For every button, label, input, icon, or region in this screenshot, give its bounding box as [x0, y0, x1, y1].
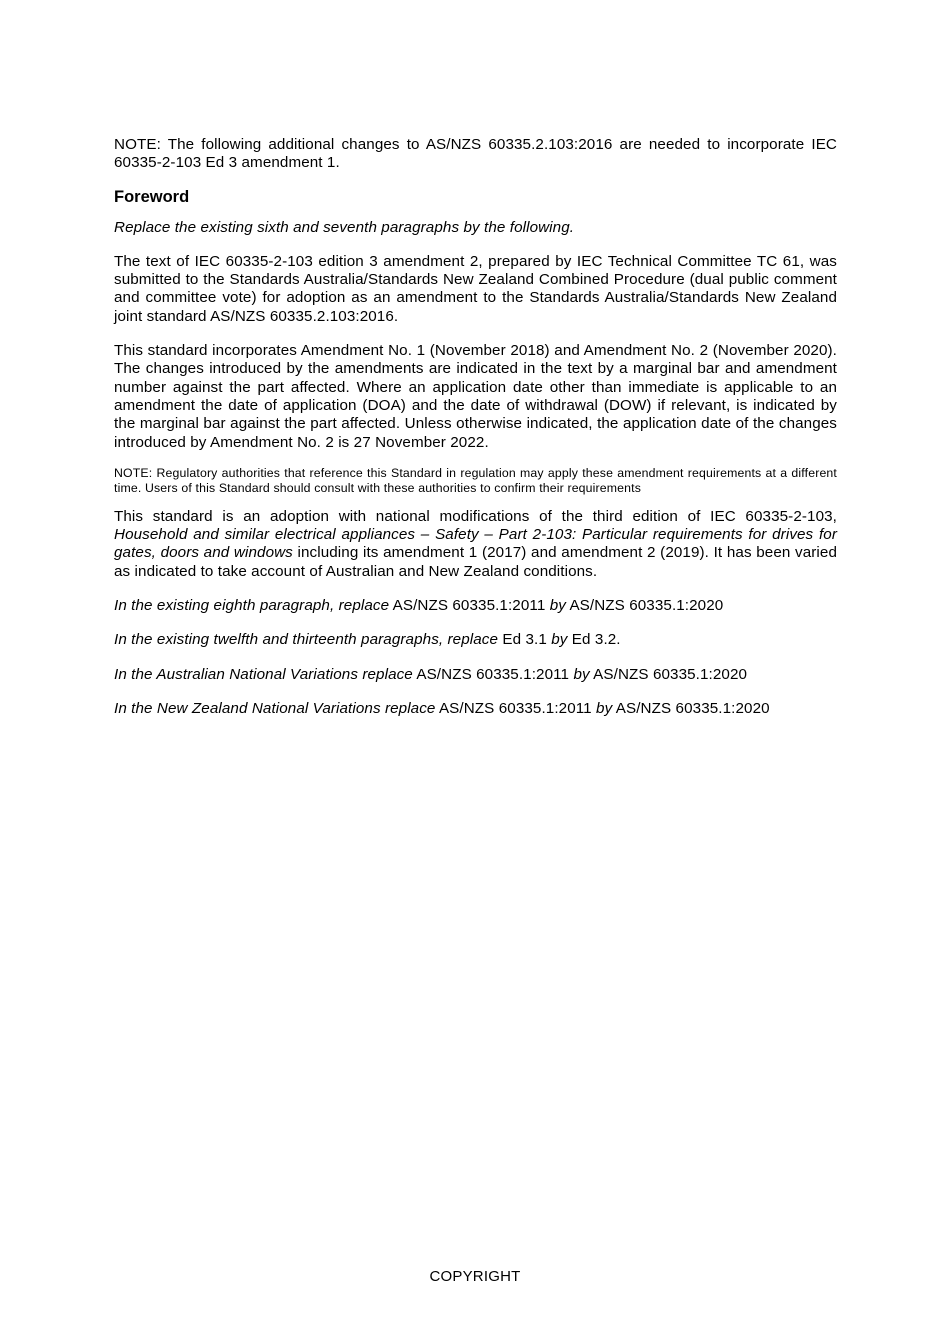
note-regulatory: NOTE: Regulatory authorities that reference this Standard in regulation may apply these amendment requirements at a different time. Users of this Standard should consult with these authorities to confirm their requirements [114, 465, 837, 496]
replace-australian-variations: In the Australian National Variations replace AS/NZS 60335.1:2011 by AS/NZS 60335.1:2020 [114, 665, 748, 683]
para3-text-1: This standard is an adoption with national modifications of the third edition of IEC 60335-2-103, [114, 507, 837, 525]
replace-eighth-paragraph: In the existing eighth paragraph, replace AS/NZS 60335.1:2011 by AS/NZS 60335.1:2020 [114, 597, 724, 615]
note-additional-changes: NOTE: The following additional changes to AS/NZS 60335.2.103:2016 are needed to incorporate IEC 60335-2-103 Ed 3 amendment 1. [114, 136, 837, 172]
foreword-heading: Foreword [114, 187, 190, 206]
copyright-footer: COPYRIGHT [429, 1268, 521, 1285]
foreword-paragraph-2: This standard incorporates Amendment No. 1 (November 2018) and Amendment No. 2 (November 2020). The changes introduced by the amendments are indicated in the text by a marginal bar and amendment number against the part affected. Where an application date other than immediate is applicable to an amendment the date of application (DOA) and the date of withdrawal (DOW) if relevant, is indicated by the marginal bar against the part affected. Unless otherwise indicated, the application date of the changes introduced by Amendment No. 2 is 27 November 2022. [114, 342, 837, 451]
foreword-instruction: Replace the existing sixth and seventh paragraphs by the following. [114, 218, 575, 236]
replace-twelfth-thirteenth-paragraphs: In the existing twelfth and thirteenth paragraphs, replace Ed 3.1 by Ed 3.2. [114, 631, 621, 649]
standard-title: Household and similar electrical appliances – Safety – Part 2-103: Particular requirements for drives for gates, doors and windows [114, 526, 837, 562]
para3-text-2: including its amendment 1 (2017) and amendment 2 (2019). It has been varied as indicated to take account of Australian and New Zealand conditions. [114, 544, 838, 580]
foreword-paragraph-1: The text of IEC 60335-2-103 edition 3 amendment 2, prepared by IEC Technical Committee TC 61, was submitted to the Standards Australia/Standards New Zealand Combined Procedure (dual public comment and committee vote) for adoption as an amendment to the Standards Australia/Standards New Zealand joint standard AS/NZS 60335.2.103:2016. [114, 252, 837, 325]
replace-newzealand-variations: In the New Zealand National Variations replace AS/NZS 60335.1:2011 by AS/NZS 60335.1:2020 [114, 699, 770, 717]
document-body [114, 136, 837, 734]
foreword-paragraph-3 [114, 508, 837, 581]
